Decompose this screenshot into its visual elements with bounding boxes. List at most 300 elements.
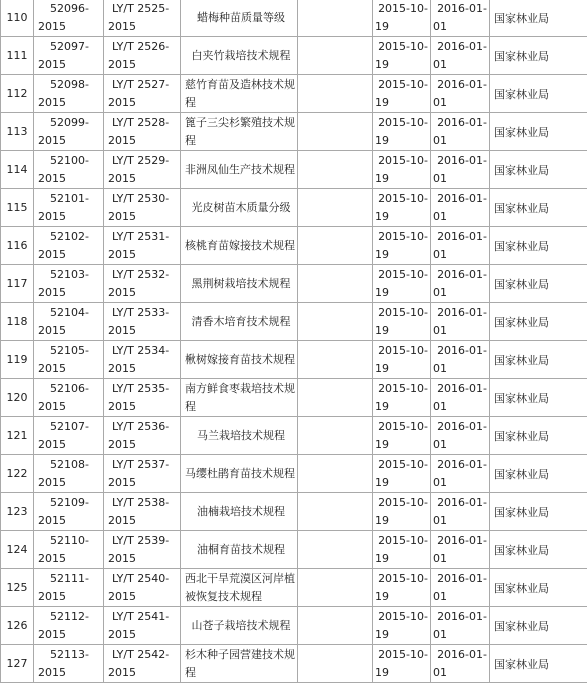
standard-number-line1: LY/T 2540- bbox=[112, 571, 170, 585]
row-number: 113 bbox=[1, 113, 34, 151]
department: 国家林业局 bbox=[490, 37, 587, 75]
standard-name: 白夹竹栽培技术规程 bbox=[181, 37, 298, 75]
standard-number-line2: 2015 bbox=[108, 589, 136, 603]
standard-number bbox=[104, 189, 181, 227]
release-date bbox=[373, 0, 431, 37]
row-number: 122 bbox=[1, 455, 34, 493]
empty-cell bbox=[298, 265, 373, 303]
standard-name: 杉木种子园营建技术规程 bbox=[181, 645, 298, 683]
record-code bbox=[34, 417, 104, 455]
effective-date-line2: 01 bbox=[433, 95, 447, 109]
table-row bbox=[1, 455, 587, 493]
standard-number bbox=[104, 113, 181, 151]
release-date bbox=[373, 569, 431, 607]
release-date bbox=[373, 189, 431, 227]
record-code-line2: 2015 bbox=[38, 247, 66, 261]
standard-number bbox=[104, 379, 181, 417]
row-number: 127 bbox=[1, 645, 34, 683]
effective-date-line2: 01 bbox=[433, 475, 447, 489]
standard-number-line2: 2015 bbox=[108, 19, 136, 33]
release-date-line1: 2015-10- bbox=[378, 571, 428, 585]
standard-name: 蜡梅种苗质量等级 bbox=[181, 0, 298, 37]
standard-number-line2: 2015 bbox=[108, 399, 136, 413]
empty-cell bbox=[298, 303, 373, 341]
record-code-line2: 2015 bbox=[38, 399, 66, 413]
row-number: 121 bbox=[1, 417, 34, 455]
release-date-line2: 19 bbox=[375, 247, 389, 261]
effective-date bbox=[431, 37, 490, 75]
department: 国家林业局 bbox=[490, 75, 587, 113]
empty-cell bbox=[298, 417, 373, 455]
record-code-line2: 2015 bbox=[38, 57, 66, 71]
effective-date-line2: 01 bbox=[433, 399, 447, 413]
record-code bbox=[34, 37, 104, 75]
standard-number-line1: LY/T 2539- bbox=[112, 533, 170, 547]
standard-name: 西北干旱荒漠区河岸植被恢复技术规程 bbox=[181, 569, 298, 607]
release-date-line2: 19 bbox=[375, 19, 389, 33]
release-date-line1: 2015-10- bbox=[378, 1, 428, 15]
effective-date-line1: 2016-01- bbox=[437, 343, 487, 357]
release-date bbox=[373, 37, 431, 75]
record-code-line1: 52108- bbox=[50, 457, 89, 471]
standard-number-line2: 2015 bbox=[108, 171, 136, 185]
standard-number-line2: 2015 bbox=[108, 95, 136, 109]
record-code bbox=[34, 189, 104, 227]
effective-date-line2: 01 bbox=[433, 513, 447, 527]
standard-number bbox=[104, 0, 181, 37]
empty-cell bbox=[298, 37, 373, 75]
record-code-line2: 2015 bbox=[38, 209, 66, 223]
effective-date-line2: 01 bbox=[433, 57, 447, 71]
effective-date-line1: 2016-01- bbox=[437, 419, 487, 433]
release-date-line1: 2015-10- bbox=[378, 495, 428, 509]
row-number: 115 bbox=[1, 189, 34, 227]
record-code bbox=[34, 341, 104, 379]
effective-date-line2: 01 bbox=[433, 247, 447, 261]
record-code bbox=[34, 265, 104, 303]
department: 国家林业局 bbox=[490, 417, 587, 455]
release-date-line2: 19 bbox=[375, 475, 389, 489]
effective-date-line1: 2016-01- bbox=[437, 495, 487, 509]
release-date-line1: 2015-10- bbox=[378, 647, 428, 661]
release-date bbox=[373, 303, 431, 341]
record-code-line2: 2015 bbox=[38, 95, 66, 109]
standard-number-line2: 2015 bbox=[108, 361, 136, 375]
standard-name: 南方鲜食枣栽培技术规程 bbox=[181, 379, 298, 417]
release-date-line1: 2015-10- bbox=[378, 191, 428, 205]
release-date bbox=[373, 75, 431, 113]
standard-number-line2: 2015 bbox=[108, 323, 136, 337]
release-date bbox=[373, 113, 431, 151]
empty-cell bbox=[298, 455, 373, 493]
empty-cell bbox=[298, 645, 373, 683]
effective-date-line2: 01 bbox=[433, 589, 447, 603]
empty-cell bbox=[298, 607, 373, 645]
standard-number-line2: 2015 bbox=[108, 133, 136, 147]
record-code bbox=[34, 227, 104, 265]
release-date bbox=[373, 151, 431, 189]
standard-number-line1: LY/T 2536- bbox=[112, 419, 170, 433]
record-code-line1: 52104- bbox=[50, 305, 89, 319]
empty-cell bbox=[298, 151, 373, 189]
release-date-line2: 19 bbox=[375, 399, 389, 413]
empty-cell bbox=[298, 0, 373, 37]
effective-date-line1: 2016-01- bbox=[437, 77, 487, 91]
standard-number-line2: 2015 bbox=[108, 209, 136, 223]
release-date-line2: 19 bbox=[375, 551, 389, 565]
department: 国家林业局 bbox=[490, 265, 587, 303]
release-date bbox=[373, 379, 431, 417]
standard-name: 山苍子栽培技术规程 bbox=[181, 607, 298, 645]
release-date-line2: 19 bbox=[375, 285, 389, 299]
effective-date bbox=[431, 113, 490, 151]
standard-number-line1: LY/T 2528- bbox=[112, 115, 170, 129]
record-code-line1: 52109- bbox=[50, 495, 89, 509]
row-number: 117 bbox=[1, 265, 34, 303]
record-code-line2: 2015 bbox=[38, 285, 66, 299]
table-row bbox=[1, 113, 587, 151]
release-date-line2: 19 bbox=[375, 57, 389, 71]
effective-date-line1: 2016-01- bbox=[437, 647, 487, 661]
record-code-line2: 2015 bbox=[38, 133, 66, 147]
standard-name: 油桐育苗技术规程 bbox=[181, 531, 298, 569]
release-date-line1: 2015-10- bbox=[378, 305, 428, 319]
effective-date-line2: 01 bbox=[433, 133, 447, 147]
standard-number-line2: 2015 bbox=[108, 247, 136, 261]
department: 国家林业局 bbox=[490, 379, 587, 417]
table-row bbox=[1, 493, 587, 531]
standard-number-line1: LY/T 2525- bbox=[112, 1, 170, 15]
release-date-line1: 2015-10- bbox=[378, 381, 428, 395]
release-date-line1: 2015-10- bbox=[378, 77, 428, 91]
record-code-line1: 52110- bbox=[50, 533, 89, 547]
standard-number bbox=[104, 265, 181, 303]
release-date-line2: 19 bbox=[375, 627, 389, 641]
standard-name: 核桃育苗嫁接技术规程 bbox=[181, 227, 298, 265]
department: 国家林业局 bbox=[490, 531, 587, 569]
record-code bbox=[34, 113, 104, 151]
effective-date-line2: 01 bbox=[433, 285, 447, 299]
row-number: 118 bbox=[1, 303, 34, 341]
release-date bbox=[373, 531, 431, 569]
effective-date bbox=[431, 189, 490, 227]
release-date-line2: 19 bbox=[375, 513, 389, 527]
effective-date-line2: 01 bbox=[433, 171, 447, 185]
record-code-line2: 2015 bbox=[38, 475, 66, 489]
effective-date bbox=[431, 379, 490, 417]
release-date-line1: 2015-10- bbox=[378, 229, 428, 243]
department: 国家林业局 bbox=[490, 0, 587, 37]
standard-number bbox=[104, 645, 181, 683]
table-row bbox=[1, 341, 587, 379]
department: 国家林业局 bbox=[490, 227, 587, 265]
record-code-line1: 52102- bbox=[50, 229, 89, 243]
department: 国家林业局 bbox=[490, 303, 587, 341]
table-body bbox=[1, 0, 587, 683]
standard-number-line1: LY/T 2534- bbox=[112, 343, 170, 357]
record-code-line1: 52113- bbox=[50, 647, 89, 661]
effective-date bbox=[431, 303, 490, 341]
effective-date-line1: 2016-01- bbox=[437, 571, 487, 585]
release-date-line2: 19 bbox=[375, 209, 389, 223]
record-code-line1: 52098- bbox=[50, 77, 89, 91]
standard-number bbox=[104, 303, 181, 341]
record-code bbox=[34, 303, 104, 341]
release-date-line1: 2015-10- bbox=[378, 419, 428, 433]
standard-number-line1: LY/T 2531- bbox=[112, 229, 170, 243]
empty-cell bbox=[298, 341, 373, 379]
effective-date bbox=[431, 0, 490, 37]
table-row bbox=[1, 417, 587, 455]
record-code-line1: 52107- bbox=[50, 419, 89, 433]
release-date bbox=[373, 455, 431, 493]
standard-number-line1: LY/T 2532- bbox=[112, 267, 170, 281]
department: 国家林业局 bbox=[490, 645, 587, 683]
standard-number-line2: 2015 bbox=[108, 665, 136, 679]
release-date-line1: 2015-10- bbox=[378, 39, 428, 53]
record-code-line2: 2015 bbox=[38, 551, 66, 565]
row-number: 125 bbox=[1, 569, 34, 607]
release-date-line2: 19 bbox=[375, 589, 389, 603]
table-row bbox=[1, 75, 587, 113]
effective-date-line1: 2016-01- bbox=[437, 457, 487, 471]
release-date-line2: 19 bbox=[375, 437, 389, 451]
row-number: 111 bbox=[1, 37, 34, 75]
table-row bbox=[1, 265, 587, 303]
record-code bbox=[34, 455, 104, 493]
release-date-line1: 2015-10- bbox=[378, 267, 428, 281]
record-code bbox=[34, 569, 104, 607]
standard-number bbox=[104, 37, 181, 75]
empty-cell bbox=[298, 531, 373, 569]
record-code-line1: 52097- bbox=[50, 39, 89, 53]
standard-number bbox=[104, 227, 181, 265]
release-date bbox=[373, 607, 431, 645]
effective-date-line2: 01 bbox=[433, 19, 447, 33]
effective-date bbox=[431, 151, 490, 189]
release-date bbox=[373, 265, 431, 303]
effective-date bbox=[431, 607, 490, 645]
department: 国家林业局 bbox=[490, 341, 587, 379]
empty-cell bbox=[298, 189, 373, 227]
release-date-line2: 19 bbox=[375, 361, 389, 375]
standard-number bbox=[104, 569, 181, 607]
effective-date bbox=[431, 265, 490, 303]
effective-date-line2: 01 bbox=[433, 437, 447, 451]
table-row bbox=[1, 645, 587, 683]
department: 国家林业局 bbox=[490, 113, 587, 151]
row-number: 110 bbox=[1, 0, 34, 37]
release-date bbox=[373, 417, 431, 455]
table-row bbox=[1, 0, 587, 37]
standard-number-line1: LY/T 2526- bbox=[112, 39, 170, 53]
effective-date bbox=[431, 227, 490, 265]
empty-cell bbox=[298, 113, 373, 151]
standard-name: 马缨杜鹃育苗技术规程 bbox=[181, 455, 298, 493]
record-code-line1: 52100- bbox=[50, 153, 89, 167]
release-date-line2: 19 bbox=[375, 171, 389, 185]
row-number: 116 bbox=[1, 227, 34, 265]
release-date-line1: 2015-10- bbox=[378, 343, 428, 357]
table-row bbox=[1, 37, 587, 75]
table-row bbox=[1, 569, 587, 607]
record-code-line2: 2015 bbox=[38, 437, 66, 451]
standard-number-line2: 2015 bbox=[108, 437, 136, 451]
empty-cell bbox=[298, 493, 373, 531]
row-number: 120 bbox=[1, 379, 34, 417]
row-number: 124 bbox=[1, 531, 34, 569]
release-date bbox=[373, 227, 431, 265]
department: 国家林业局 bbox=[490, 189, 587, 227]
release-date-line2: 19 bbox=[375, 95, 389, 109]
row-number: 119 bbox=[1, 341, 34, 379]
standard-number-line1: LY/T 2529- bbox=[112, 153, 170, 167]
effective-date-line1: 2016-01- bbox=[437, 115, 487, 129]
effective-date bbox=[431, 569, 490, 607]
row-number: 114 bbox=[1, 151, 34, 189]
standard-number-line2: 2015 bbox=[108, 475, 136, 489]
effective-date bbox=[431, 455, 490, 493]
row-number: 126 bbox=[1, 607, 34, 645]
effective-date-line1: 2016-01- bbox=[437, 1, 487, 15]
effective-date-line1: 2016-01- bbox=[437, 229, 487, 243]
effective-date-line1: 2016-01- bbox=[437, 153, 487, 167]
effective-date-line1: 2016-01- bbox=[437, 39, 487, 53]
standard-number bbox=[104, 341, 181, 379]
release-date-line2: 19 bbox=[375, 133, 389, 147]
record-code bbox=[34, 645, 104, 683]
record-code-line1: 52111- bbox=[50, 571, 89, 585]
department: 国家林业局 bbox=[490, 493, 587, 531]
standard-name: 篦子三尖杉繁殖技术规程 bbox=[181, 113, 298, 151]
standard-name: 光皮树苗木质量分级 bbox=[181, 189, 298, 227]
row-number: 123 bbox=[1, 493, 34, 531]
effective-date-line2: 01 bbox=[433, 361, 447, 375]
standard-name: 马兰栽培技术规程 bbox=[181, 417, 298, 455]
standard-number-line1: LY/T 2533- bbox=[112, 305, 170, 319]
table-row bbox=[1, 303, 587, 341]
effective-date-line1: 2016-01- bbox=[437, 267, 487, 281]
table-row bbox=[1, 531, 587, 569]
standard-number-line2: 2015 bbox=[108, 285, 136, 299]
record-code-line1: 52105- bbox=[50, 343, 89, 357]
effective-date-line1: 2016-01- bbox=[437, 533, 487, 547]
release-date-line1: 2015-10- bbox=[378, 533, 428, 547]
standard-number-line1: LY/T 2542- bbox=[112, 647, 170, 661]
effective-date-line2: 01 bbox=[433, 551, 447, 565]
record-code-line2: 2015 bbox=[38, 171, 66, 185]
department: 国家林业局 bbox=[490, 151, 587, 189]
effective-date-line2: 01 bbox=[433, 209, 447, 223]
standard-number bbox=[104, 531, 181, 569]
standard-number-line1: LY/T 2541- bbox=[112, 609, 170, 623]
standard-name: 黑荆树栽培技术规程 bbox=[181, 265, 298, 303]
department: 国家林业局 bbox=[490, 455, 587, 493]
table-row bbox=[1, 151, 587, 189]
record-code-line2: 2015 bbox=[38, 361, 66, 375]
standard-number-line2: 2015 bbox=[108, 551, 136, 565]
effective-date bbox=[431, 75, 490, 113]
record-code bbox=[34, 607, 104, 645]
standard-number bbox=[104, 455, 181, 493]
release-date bbox=[373, 645, 431, 683]
effective-date-line2: 01 bbox=[433, 665, 447, 679]
release-date-line2: 19 bbox=[375, 323, 389, 337]
standard-number-line1: LY/T 2537- bbox=[112, 457, 170, 471]
effective-date-line2: 01 bbox=[433, 627, 447, 641]
release-date bbox=[373, 493, 431, 531]
standard-name: 油楠栽培技术规程 bbox=[181, 493, 298, 531]
standard-number-line1: LY/T 2538- bbox=[112, 495, 170, 509]
effective-date-line1: 2016-01- bbox=[437, 305, 487, 319]
empty-cell bbox=[298, 75, 373, 113]
table-row bbox=[1, 379, 587, 417]
record-code-line2: 2015 bbox=[38, 627, 66, 641]
standard-number-line1: LY/T 2527- bbox=[112, 77, 170, 91]
standard-number bbox=[104, 607, 181, 645]
standard-number bbox=[104, 493, 181, 531]
record-code bbox=[34, 379, 104, 417]
record-code bbox=[34, 151, 104, 189]
effective-date-line1: 2016-01- bbox=[437, 191, 487, 205]
record-code-line1: 52106- bbox=[50, 381, 89, 395]
record-code-line2: 2015 bbox=[38, 589, 66, 603]
record-code bbox=[34, 493, 104, 531]
release-date-line1: 2015-10- bbox=[378, 115, 428, 129]
record-code bbox=[34, 75, 104, 113]
record-code-line1: 52096- bbox=[50, 1, 89, 15]
empty-cell bbox=[298, 569, 373, 607]
standard-number-line1: LY/T 2535- bbox=[112, 381, 170, 395]
standard-name: 楸树嫁接育苗技术规程 bbox=[181, 341, 298, 379]
record-code-line1: 52112- bbox=[50, 609, 89, 623]
table-row bbox=[1, 607, 587, 645]
standard-name: 清香木培育技术规程 bbox=[181, 303, 298, 341]
standard-number-line1: LY/T 2530- bbox=[112, 191, 170, 205]
effective-date bbox=[431, 645, 490, 683]
record-code-line1: 52099- bbox=[50, 115, 89, 129]
record-code bbox=[34, 531, 104, 569]
release-date-line2: 19 bbox=[375, 665, 389, 679]
table-row bbox=[1, 189, 587, 227]
standard-number bbox=[104, 151, 181, 189]
record-code-line2: 2015 bbox=[38, 665, 66, 679]
effective-date-line1: 2016-01- bbox=[437, 381, 487, 395]
department: 国家林业局 bbox=[490, 607, 587, 645]
release-date-line1: 2015-10- bbox=[378, 153, 428, 167]
effective-date-line1: 2016-01- bbox=[437, 609, 487, 623]
standard-number bbox=[104, 75, 181, 113]
standard-number-line2: 2015 bbox=[108, 513, 136, 527]
effective-date bbox=[431, 493, 490, 531]
standard-name: 慈竹育苗及造林技术规程 bbox=[181, 75, 298, 113]
table-row bbox=[1, 227, 587, 265]
record-code-line1: 52101- bbox=[50, 191, 89, 205]
release-date-line1: 2015-10- bbox=[378, 609, 428, 623]
record-code-line2: 2015 bbox=[38, 513, 66, 527]
record-code-line1: 52103- bbox=[50, 267, 89, 281]
effective-date-line2: 01 bbox=[433, 323, 447, 337]
row-number: 112 bbox=[1, 75, 34, 113]
standard-number bbox=[104, 417, 181, 455]
standard-number-line2: 2015 bbox=[108, 627, 136, 641]
standard-number-line2: 2015 bbox=[108, 57, 136, 71]
effective-date bbox=[431, 531, 490, 569]
empty-cell bbox=[298, 379, 373, 417]
effective-date bbox=[431, 341, 490, 379]
standard-name: 非洲凤仙生产技术规程 bbox=[181, 151, 298, 189]
record-code-line2: 2015 bbox=[38, 19, 66, 33]
